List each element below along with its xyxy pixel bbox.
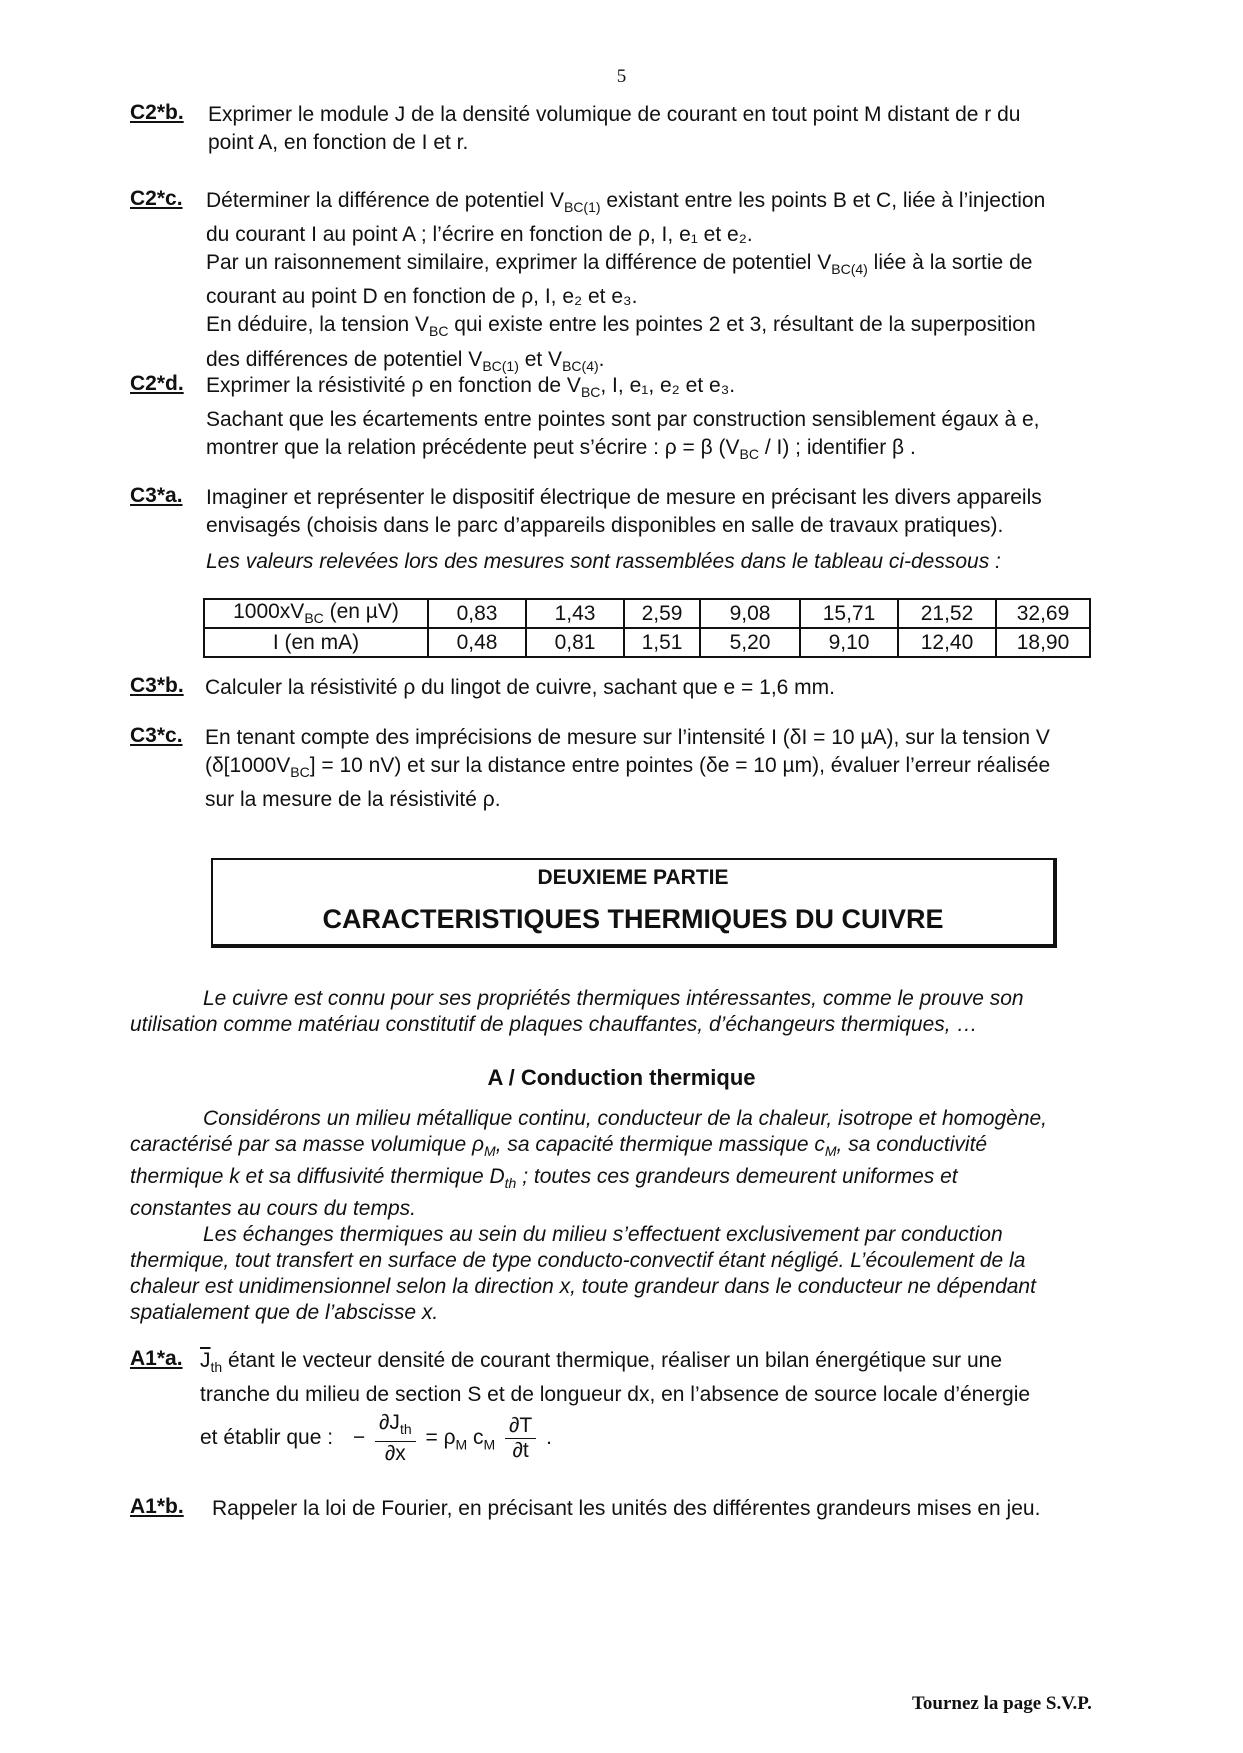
paragraph-line: constantes au cours du temps. [130, 1197, 416, 1221]
table-cell: 32,69 [996, 599, 1090, 628]
question-label: C2*b. [130, 101, 184, 124]
table-cell: 9,08 [700, 599, 800, 628]
paragraph-line: thermique k et sa diffusivité thermique $D_{th}$ ; toutes ces grandeurs demeurent uniformes et [130, 1165, 958, 1192]
table-intro: Les valeurs relevées lors des mesures sont rassemblées dans le tableau ci-dessous : [206, 550, 1001, 573]
table-cell: 1,43 [526, 599, 624, 628]
question-label: A1*b. [130, 1495, 184, 1518]
table-row [204, 628, 1090, 657]
page-number: 5 [616, 66, 627, 87]
paragraph-line: thermique, tout transfert en surface de type conducto-convectif étant négligé. L’écoulement de la [130, 1249, 1026, 1273]
paragraph-line: utilisation comme matériau constitutif de plaques chauffantes, d’échangeurs thermiques, … [130, 1013, 978, 1036]
table-cell: 0,81 [526, 628, 624, 657]
question-text: point A, en fonction de I et r. [208, 131, 469, 154]
intro-paragraph [130, 986, 1125, 1038]
question-text: des différences de potentiel $V_{BC(1)}$ et $V_{BC(4)}$. [206, 347, 605, 374]
table-cell: 5,20 [700, 628, 800, 657]
paragraph-line: Considérons un milieu métallique continu, conducteur de la chaleur, isotrope et homogène, [203, 1107, 1048, 1130]
question-text: sur la mesure de la résistivité ρ. [205, 788, 501, 812]
question-text: Par un raisonnement similaire, exprimer la différence de potentiel $V_{BC(4)}$ liée à la sortie de [206, 251, 1033, 278]
question-text: montrer que la relation précédente peut s’écrire : ρ = β $(V_{BC} / I)$ ; identifier β . [206, 436, 916, 463]
table-cell: 18,90 [996, 628, 1090, 657]
measurements-table [203, 598, 1091, 658]
question-label: C2*c. [130, 187, 183, 210]
paragraph-line: Les échanges thermiques au sein du milieu s’effectuent exclusivement par conduction [203, 1223, 1003, 1247]
fraction-temperature: $\frac{\partial T}{\partial t}$ [505, 1414, 536, 1463]
question-label: C3*b. [130, 674, 184, 697]
part-title: CARACTERISTIQUES THERMIQUES DU CUIVRE [322, 904, 944, 934]
question-text: du courant I au point A ; l’écrire en fonction de ρ, I, e₁ et e₂. [206, 223, 753, 247]
question-text: ($\delta[1000V_{BC}] = 10$ nV) et sur la distance entre pointes (δe = 10 µm), évaluer l’erreur réalisée [205, 754, 1051, 781]
table-cell: 0,48 [428, 628, 526, 657]
table-cell: 1,51 [624, 628, 700, 657]
paragraph-line: Le cuivre est connu pour ses propriétés thermiques intéressantes, comme le prouve son [203, 987, 1024, 1010]
question-text: Imaginer et représenter le dispositif électrique de mesure en précisant les divers appareils [206, 486, 1042, 509]
table-header-cell: $1000xV_{BC}$ (en µV) [204, 599, 428, 628]
table-cell: 12,40 [898, 628, 996, 657]
equation-line: et établir que : − $\frac{\partial J_{th}}{\partial x}$ = $\rho_M$ $c_M$ $\frac{\partial T}{\partial t}$ . [200, 1411, 552, 1466]
table-header-cell: I (en mA) [204, 628, 428, 657]
question-text: tranche du milieu de section S et de longueur dx, en l’absence de source locale d’énergie [200, 1383, 1031, 1407]
section-title: A / Conduction thermique [487, 1065, 756, 1090]
fraction-flux: $\frac{\partial J_{th}}{\partial x}$ [375, 1411, 416, 1466]
question-text: Calculer la résistivité ρ du lingot de cuivre, sachant que e = 1,6 mm. [205, 676, 835, 699]
question-label: C3*c. [130, 724, 183, 747]
table-cell: 15,71 [800, 599, 898, 628]
question-text: Sachant que les écartements entre pointes sont par construction sensiblement égaux à e, [206, 408, 1040, 432]
medium-paragraph [130, 1106, 1125, 1326]
question-label: A1*a. [130, 1347, 183, 1370]
question-text: En tenant compte des imprécisions de mesure sur l’intensité I (δI = 10 µA), sur la tension V [205, 726, 1050, 749]
part-subtitle: DEUXIEME PARTIE [537, 866, 729, 889]
question-text: Rappeler la loi de Fourier, en précisant les unités des différentes grandeurs mises en jeu. [212, 1497, 1041, 1520]
question-text: Exprimer la résistivité ρ en fonction de $V_{BC}$, I, e₁, e₂ et e₃. [206, 374, 736, 401]
question-text: courant au point D en fonction de ρ, I, e₂ et e₃. [206, 285, 638, 309]
question-text: envisagés (choisis dans le parc d’appareils disponibles en salle de travaux pratiques). [206, 514, 1004, 537]
paragraph-line: caractérisé par sa masse volumique $\rho_M$, sa capacité thermique massique $c_M$, sa conductivité [130, 1133, 988, 1160]
paragraph-line: chaleur est unidimensionnel selon la direction x, toute grandeur dans le conducteur ne dépendant [130, 1275, 1036, 1299]
part-title-box [211, 858, 1057, 948]
paragraph-line: spatialement que de l’abscisse x. [130, 1301, 439, 1325]
table-cell: 21,52 [898, 599, 996, 628]
question-text: Déterminer la différence de potentiel $V_{BC(1)}$ existant entre les points B et C, liée à l’injection [206, 189, 1046, 216]
footer-note: Tournez la page S.V.P. [912, 1693, 1092, 1714]
question-text: $\overline{J}_{th}$ étant le vecteur densité de courant thermique, réaliser un bilan énergétique sur une [200, 1349, 1003, 1376]
table-cell: 0,83 [428, 599, 526, 628]
question-label: C2*d. [130, 372, 184, 395]
table-row [204, 599, 1090, 628]
table-cell: 2,59 [624, 599, 700, 628]
table-cell: 9,10 [800, 628, 898, 657]
question-text: Exprimer le module J de la densité volumique de courant en tout point M distant de r du [208, 103, 1021, 126]
question-label: C3*a. [130, 484, 183, 507]
question-text: En déduire, la tension $V_{BC}$ qui existe entre les pointes 2 et 3, résultant de la superposition [206, 313, 1036, 340]
